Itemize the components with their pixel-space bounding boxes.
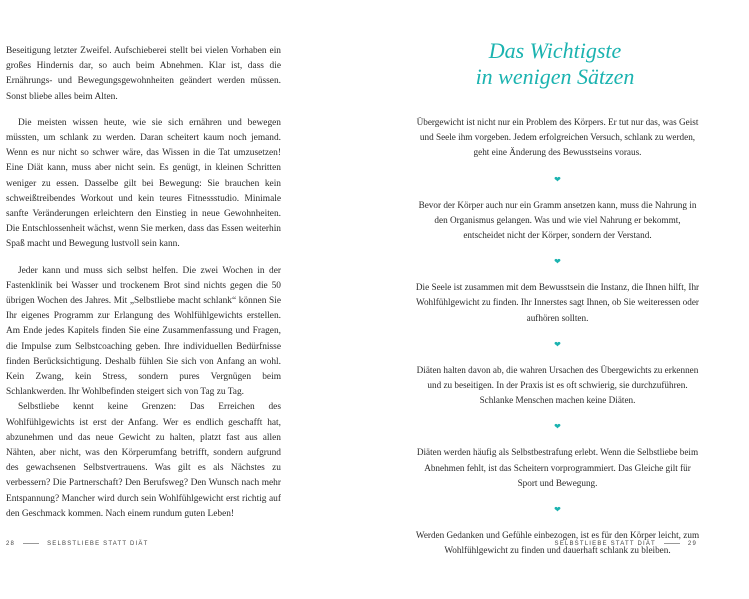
left-page <box>0 0 374 599</box>
footer-dash <box>23 543 39 544</box>
summary-headline <box>375 38 735 90</box>
summary-list <box>415 115 700 558</box>
page-footer-left <box>6 541 149 547</box>
heart-icon: ❤ <box>554 339 561 349</box>
summary-point-3: Die Seele ist zusammen mit dem Bewusstsein die Instanz, die Ihnen hilft, Ihr Wohlfühlgewicht zu finden. Ihr Innerstes sagt Ihnen, ob Sie weiteressen oder aufhören sollten. <box>415 282 700 323</box>
paragraph-3: Jeder kann und muss sich selbst helfen. Die zwei Wochen in der Fastenklinik bei Wasser und trockenem Brot sind nichts gegen die 50 übrigen Wochen des Jahres. Mit „Selbstliebe macht schlank“ können Sie Ihr eigenes Programm zur Erlangung des Wohlfühlgewichts erstellen. Am Ende jedes Kapitels finden Sie eine Zusammenfassung und Fragen, die Impulse zum Selbstcoaching geben. Ihre individuellen Bedürfnisse finden Berücksichtigung. Deshalb fühlen Sie sich von Anfang an wohl. Kein Zwang, kein Stress, sondern pures Vergnügen beim Schlankwerden. Ihr Wohlbefinden steigert sich von Tag zu Tag. <box>6 265 281 398</box>
headline-line-2: in wenigen Sätzen <box>475 64 635 89</box>
summary-point-2: Bevor der Körper auch nur ein Gramm ansetzen kann, muss die Nahrung in den Organismus gelangen. Was und wie viel Nahrung er bekommt, entscheidet nicht der Körper, sondern der Verstand. <box>418 199 697 241</box>
page-number: 28 <box>6 541 16 547</box>
summary-point-4: Diäten halten davon ab, die wahren Ursachen des Übergewichts zu erkennen und zu beseitigen. In der Praxis ist es oft schwierig, sie durchzuführen. Schlanke Menschen machen keine Diäten. <box>416 364 699 406</box>
summary-point-5: Diäten werden häufig als Selbstbestrafung erlebt. Wenn die Selbstliebe beim Abnehmen fehlt, ist das Scheitern vorprogrammiert. Das Gleiche gilt für Sport und Bewegung. <box>416 447 699 488</box>
running-title: SELBSTLIEBE STATT DIÄT <box>47 541 149 547</box>
page-number: 29 <box>687 541 697 547</box>
footer-dash <box>664 543 680 544</box>
paragraph-1: Beseitigung letzter Zweifel. Aufschieberei stellt bei vielen Vorhaben ein großes Hindernis dar, so auch beim Abnehmen. Klar ist, dass die Ernährungs- und Bewegungsgewohnheiten geändert werden müssen. Sonst bliebe alles beim Alten. <box>6 46 281 102</box>
heart-icon: ❤ <box>554 257 561 267</box>
headline-line-1: Das Wichtigste <box>488 38 622 63</box>
heart-icon: ❤ <box>554 422 561 432</box>
body-text <box>6 44 281 533</box>
right-page <box>375 0 749 599</box>
summary-point-1: Übergewicht ist nicht nur ein Problem des Körpers. Er tut nur das, was Geist und Seele ihm vorgeben. Jedem erfolgreichen Versuch, schlank zu werden, geht eine Änderung des Bewusstseins voraus. <box>416 117 699 158</box>
heart-icon: ❤ <box>554 174 561 184</box>
running-title: SELBSTLIEBE STATT DIÄT <box>554 541 656 547</box>
summary-point-6: Werden Gedanken und Gefühle einbezogen, ist es für den Körper leicht, zum Wohlfühlgewicht zu finden und dauerhaft schlank zu bleiben. <box>415 530 700 556</box>
paragraph-4: Selbstliebe kennt keine Grenzen: Das Erreichen des Wohlfühlgewichts ist erst der Anfang. Wer es endlich geschafft hat, abzunehmen und das neue Gewicht zu halten, platzt fast aus allen Nähten, aber nicht, was den Körperumfang betrifft, sondern aufgrund des gewachsenen Selbstvertrauens. Was gilt es als Nächstes zu verbessern? Die Partnerschaft? Den Berufsweg? Den Wunsch nach mehr Entspannung? Mancher wird durch sein Wohlfühlgewicht erst richtig auf den Geschmack kommen. Nach einem rundum guten Leben! <box>6 402 281 519</box>
page-footer-right <box>555 541 698 547</box>
paragraph-2: Die meisten wissen heute, wie sie sich ernähren und bewegen müssten, um schlank zu werden. Daran scheitert kaum noch jemand. Wenn es nur nicht so schwer wäre, das Wissen in die Tat umzusetzen! Eine Diät kann, muss aber nicht sein. Es genügt, in kleinen Schritten weniger zu essen. Dasselbe gilt bei Bewegung: Sie brauchen kein schweißtreibendes Workout und kein teures Fitnessstudio. Minimale sanfte Veränderungen erleichtern den Einstieg in neue Gewohnheiten. Die Entschlossenheit wächst, wenn Sie merken, dass das Essen weiterhin Spaß macht und Bewegung lustvoll sein kann. <box>6 117 281 250</box>
heart-icon: ❤ <box>554 505 561 515</box>
